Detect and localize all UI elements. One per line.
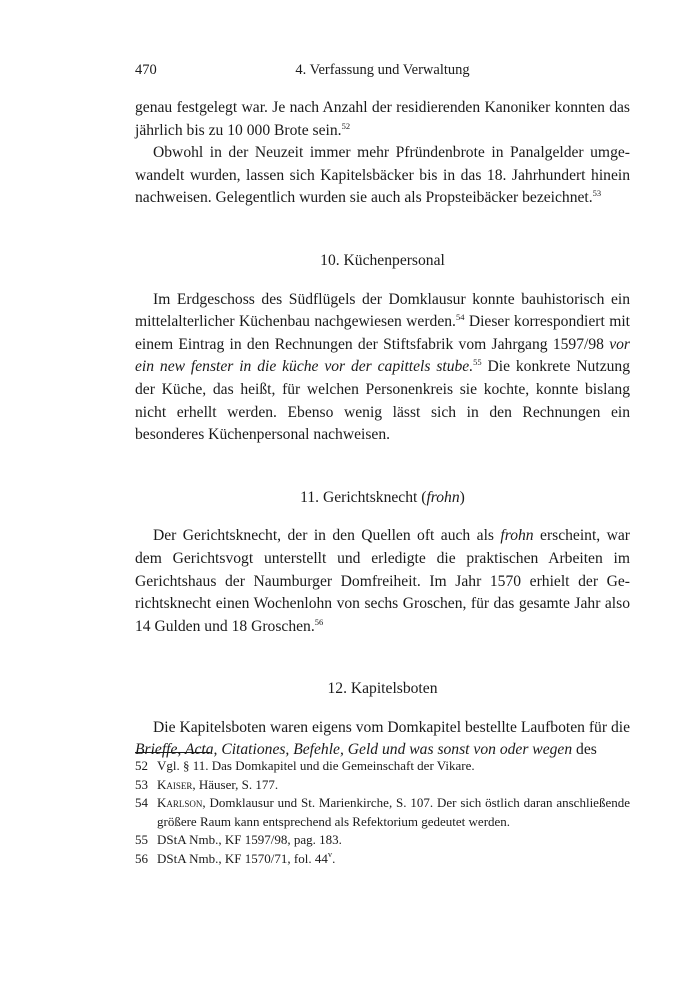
footnote (135, 776, 630, 795)
footnote-rule (135, 752, 210, 753)
footnote (135, 850, 630, 869)
folio-verso-mark: v (327, 848, 333, 859)
quotation: vor ein new fenster in die küche vor der capittels stube. (135, 335, 630, 376)
heading-text: 11. Gerichtsknecht ( (300, 488, 427, 506)
footnote-text (157, 776, 630, 795)
author-name: Karlson (157, 795, 203, 810)
footnote-number: 53 (135, 776, 148, 792)
footnote-number: 55 (135, 832, 148, 847)
footnote-body: DStA Nmb., KF 1570/71, fol. 44 (157, 850, 328, 866)
paragraph (135, 142, 630, 210)
footnotes (135, 752, 630, 868)
quotation: Brieffe, Acta, Citationes, Befehle, Geld und was sonst von oder wegen (135, 741, 573, 759)
paragraph-text: Die konkrete Nutzung der Küche, das heißt, für welchen Personenkreis sie kochte, konnte bislang nicht erhellt werden. Ebenso wenig lässt sich in den Rechnungen ein besonderes Küchenpersonal nachweisen. (135, 358, 630, 444)
italic-term: frohn (500, 527, 534, 545)
footnote-body: Vgl. § 11. Das Domkapitel und die Gemeinschaft der Vikare. (157, 758, 475, 773)
footnote-body: , Häuser, S. 177. (192, 776, 279, 792)
page-number: 470 (135, 62, 157, 78)
paragraph-text: Im Erdgeschoss des Südflügels der Domklausur konnte bauhistorisch ein mittelalterlicher Küchenbau nachgewiesen werden. (135, 290, 630, 331)
heading-text: ) (459, 488, 465, 506)
footnote-ref: 55 (473, 357, 482, 368)
footnote (135, 757, 630, 776)
footnote-list (135, 757, 630, 868)
paragraph (135, 97, 630, 142)
paragraph-text: des (572, 741, 597, 759)
section-heading (135, 487, 630, 510)
section-heading: 10. Küchenpersonal (320, 251, 445, 269)
footnote-number: 54 (135, 795, 148, 810)
footnote-end: . (332, 850, 336, 866)
footnote-text (157, 850, 630, 869)
footnote-text (157, 757, 630, 776)
footnote-ref: 53 (592, 188, 602, 199)
paragraph-text: Obwohl in der Neuzeit immer mehr Pfründenbrote in Panalgelder umgewandelt wurden, lassen sich Kapitelsbäcker bis in das 18. Jahrhundert hinein nachweisen. Gelegentlich wurden sie auch als Propsteibäcker bezeichnet. (135, 144, 630, 207)
heading-italic: frohn (426, 488, 460, 506)
section-heading: 12. Kapitelsboten (327, 680, 438, 698)
footnote (135, 794, 630, 831)
paragraph (135, 289, 630, 447)
footnote-ref: 56 (314, 616, 324, 627)
footnote-text (157, 831, 630, 850)
paragraph-text: Die Kapitelsboten waren eigens vom Domkapitel bestellte Laufboten für die (153, 718, 630, 736)
footnote-text (157, 794, 630, 831)
footnote-ref: 54 (455, 312, 465, 323)
footnote-number: 52 (135, 758, 148, 773)
footnote-number: 56 (135, 850, 148, 866)
running-title: 4. Verfassung und Verwaltung (295, 62, 470, 78)
footnote-body: DStA Nmb., KF 1597/98, pag. 183. (157, 832, 342, 847)
paragraph-text: genau festgelegt war. Je nach Anzahl der residierenden Kanoniker konnten das jährlich bis zu 10 000 Brote sein. (135, 99, 630, 139)
paragraph (135, 525, 630, 638)
page-header (135, 62, 630, 82)
paragraph-text: Der Gerichtsknecht, der in den Quellen oft auch als (153, 527, 501, 545)
footnote-body: , Domklausur und St. Marienkirche, S. 107. Der sich östlich daran anschließende größere Raum kann entsprechend als Refektorium gedeutet werden. (157, 795, 630, 829)
author-name: Kaiser (157, 776, 193, 792)
paragraph-text: Dieser korrespondiert mit einem Eintrag in den Rechnungen der Stiftsfabrik vom Jahrgang 1597/98 (135, 313, 630, 353)
paragraph-text: erscheint, war dem Gerichtsvogt unterstellt und erledigte die praktischen Arbeiten im Gerichtshaus der Naumburger Domfreiheit. Im Jahr 1570 erhielt der Gerichtsknecht einen Wochenlohn von sechs Groschen, für das gesamte Jahr also 14 Gulden und 18 Groschen. (135, 527, 630, 635)
main-text (135, 97, 630, 762)
footnote (135, 831, 630, 850)
footnote-ref: 52 (341, 120, 351, 131)
